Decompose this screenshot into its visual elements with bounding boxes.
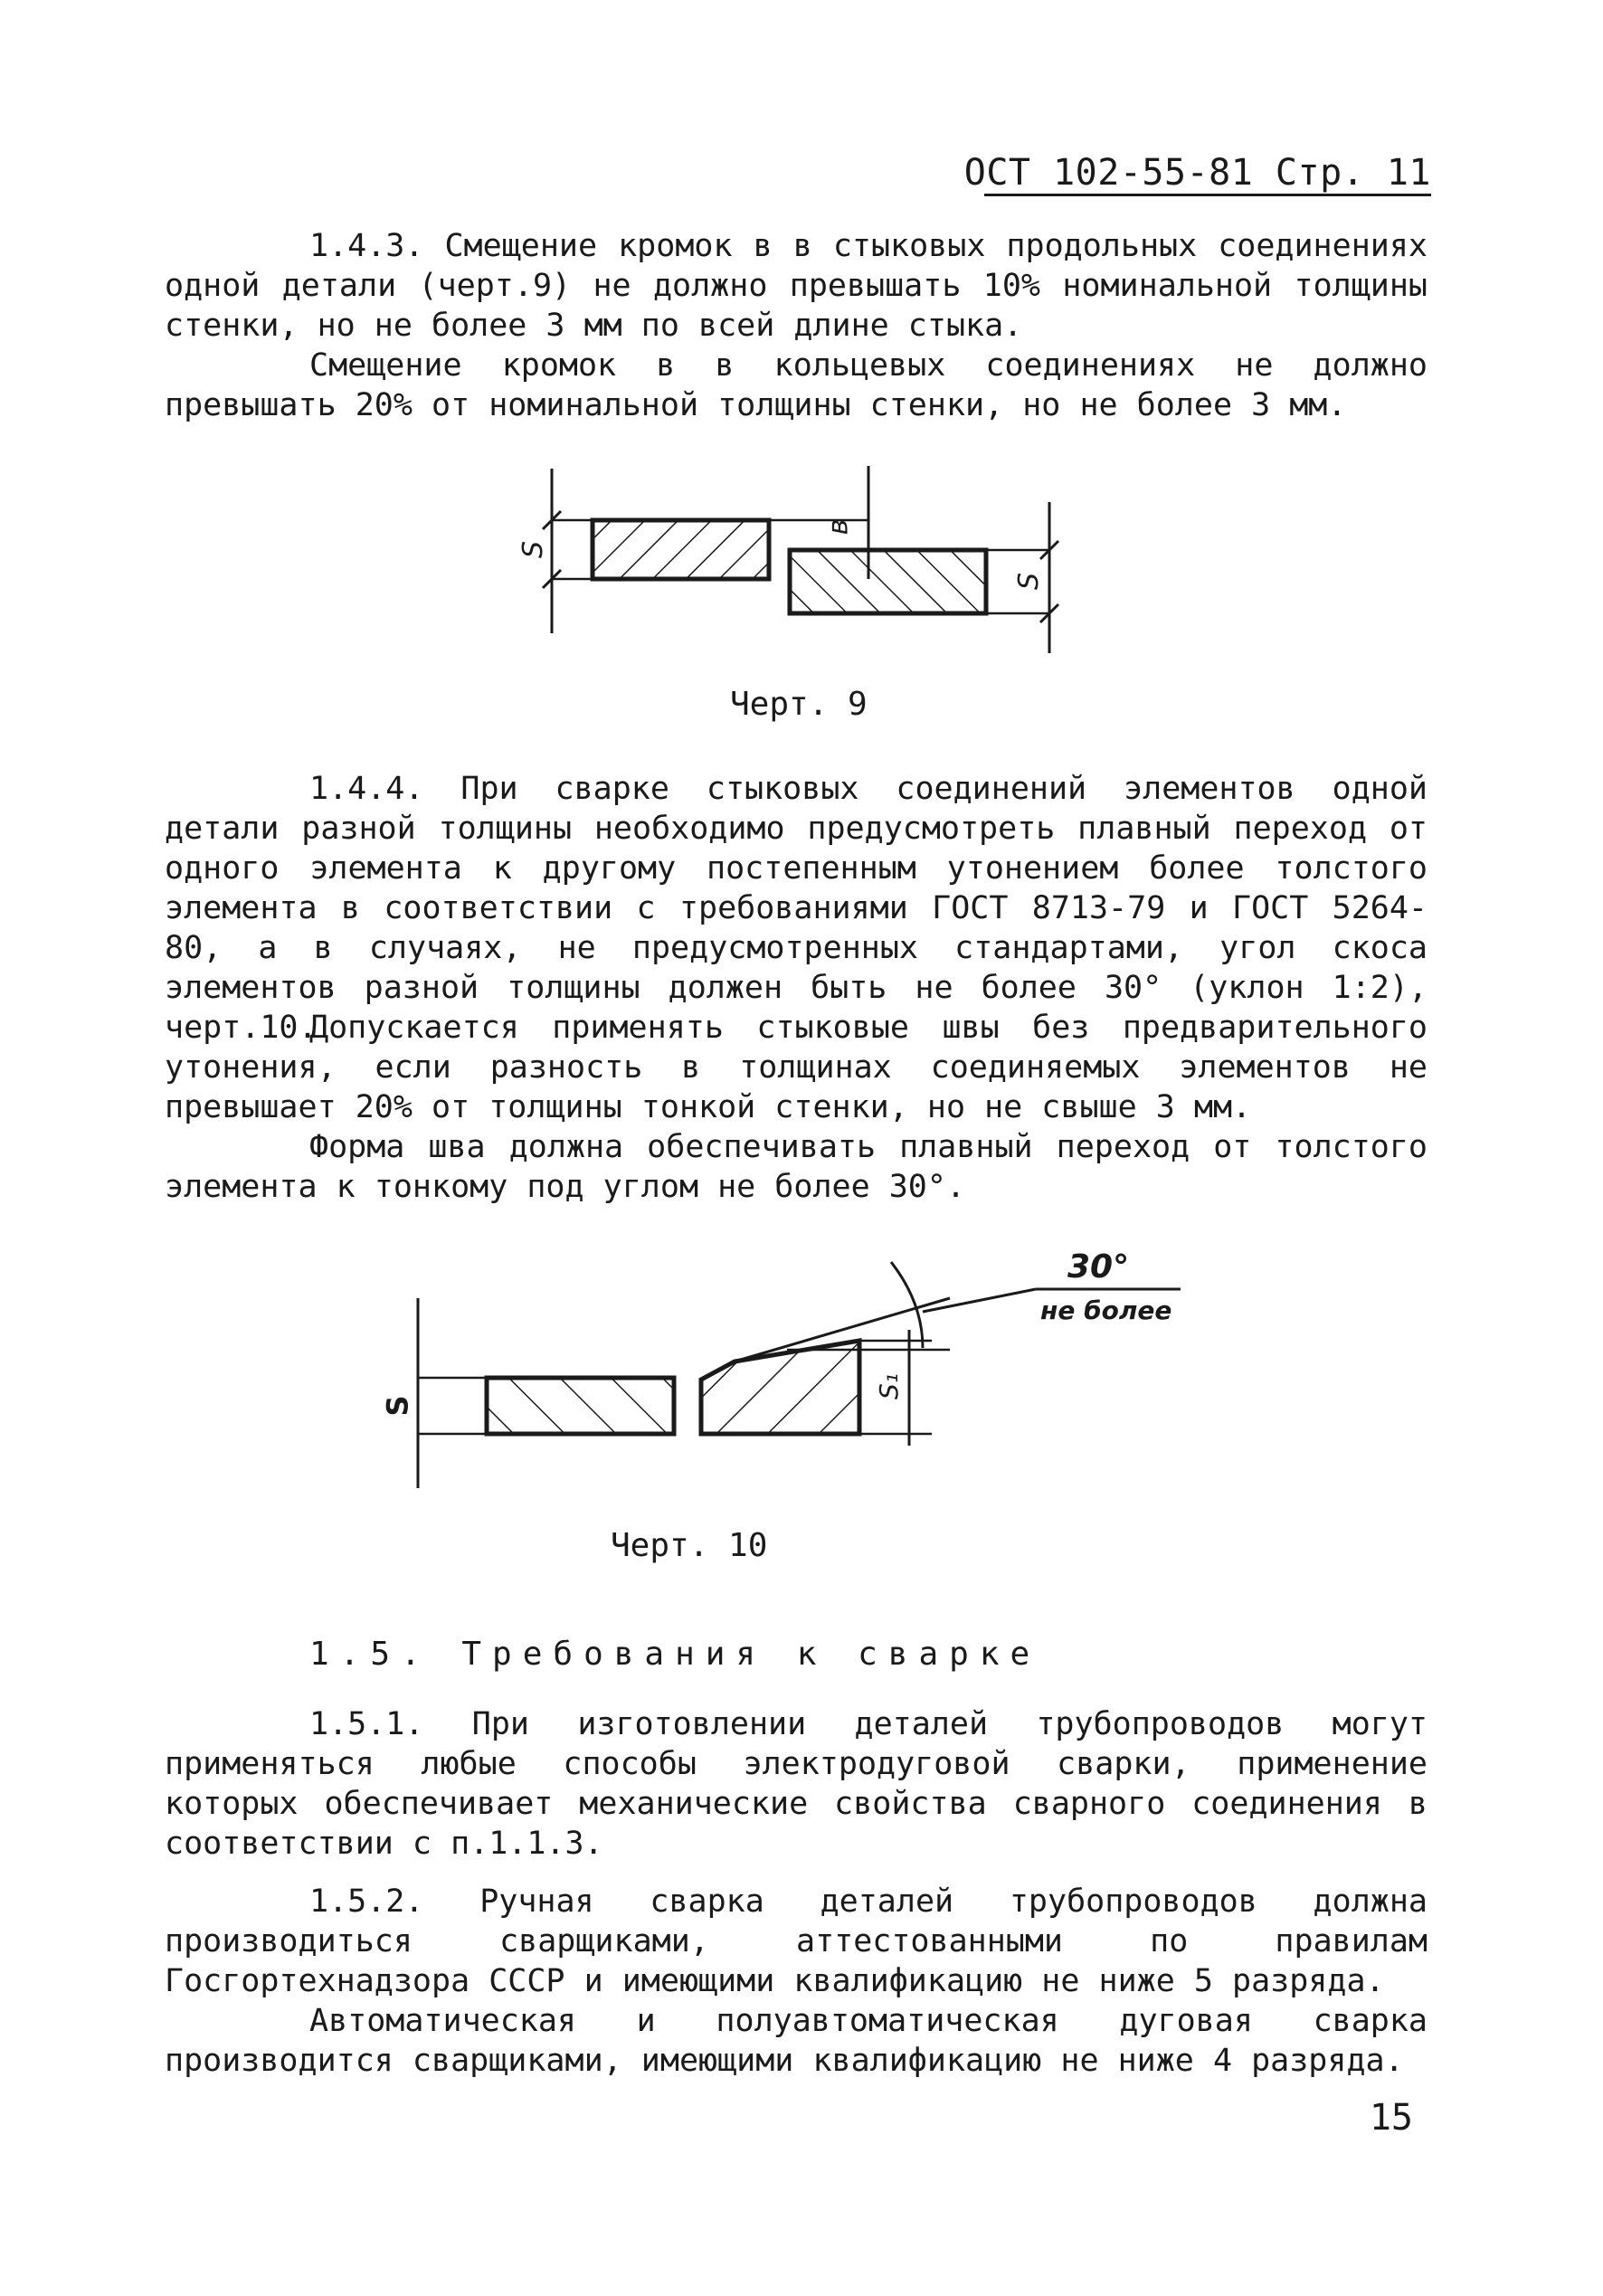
figure-10-angle-note: не более [1040,1295,1172,1325]
paragraph-1-4-3: 1.4.3. Смещение кромок в в стыковых продольных соединениях одной детали (черт.9) не должно превышать 10% номинальной толщины стенки, но не более 3 мм по всей длине стыка. [165,228,1428,344]
figure-9-caption: Черт. 9 [730,686,868,723]
header-underline [984,194,1431,196]
paragraph-1-5-1: 1.5.1. При изготовлении деталей трубопроводов могут применяться любые способы электродуговой сварки, применение которых обеспечивает механические свойства сварного соединения в соответствии с п.1.1.3. [165,1706,1428,1862]
paragraph-1-5-2-auto: Автоматическая и полуавтоматическая дуговая сварка производится сварщиками, имеющими квалификацию не ниже 4 разряда. [165,2003,1428,2079]
figure-9-label-s-right: S [1013,572,1046,591]
figure-10-angle-label: 30° [1067,1248,1130,1286]
paragraph-1-4-4: 1.4.4. При сварке стыковых соединений элементов одной детали разной толщины необходимо предусмотреть плавный переход от одного элемента к другому постепенным утонением более толстого элемента в соответствии с требованиями ГОСТ 8713-79 и ГОСТ 5264-80, а в случаях, не предусмотренных стандартами, угол скоса элементов разной толщины должен быть не более 30° (уклон 1:2), черт.10. [165,771,1428,1046]
document-header: ОСТ 102-55-81 Стр. 11 [963,152,1431,194]
paragraph-1-5-2: 1.5.2. Ручная сварка деталей трубопроводов должна производиться сварщиками, аттестованными по правилам Госгортехнадзора СССР и имеющими квалификацию не ниже 5 разряда. [165,1883,1428,1999]
figure-9-label-b: в [822,518,855,536]
figure-10-caption: Черт. 10 [611,1527,768,1564]
paragraph-1-4-4-butt: Допускается применять стыковые швы без предварительного утонения, если разность в толщинах соединяемых элементов не превышает 20% от толщины тонкой стенки, но не свыше 3 мм. [165,1010,1428,1125]
page-number: 15 [1369,2097,1413,2139]
section-1-5-title: 1.5. Требования к сварке [309,1636,1041,1673]
figure-9-label-s-left: S [517,540,550,559]
paragraph-1-4-3-ring: Смещение кромок в в кольцевых соединениях не должно превышать 20% от номинальной толщины стенки, но не более 3 мм. [165,347,1428,423]
figure-10-label-s: S [380,1395,415,1417]
paragraph-1-4-4-shape: Форма шва должна обеспечивать плавный переход от толстого элемента к тонкому под углом не более 30°. [165,1129,1428,1205]
figure-10-label-s1: S₁ [874,1373,904,1399]
